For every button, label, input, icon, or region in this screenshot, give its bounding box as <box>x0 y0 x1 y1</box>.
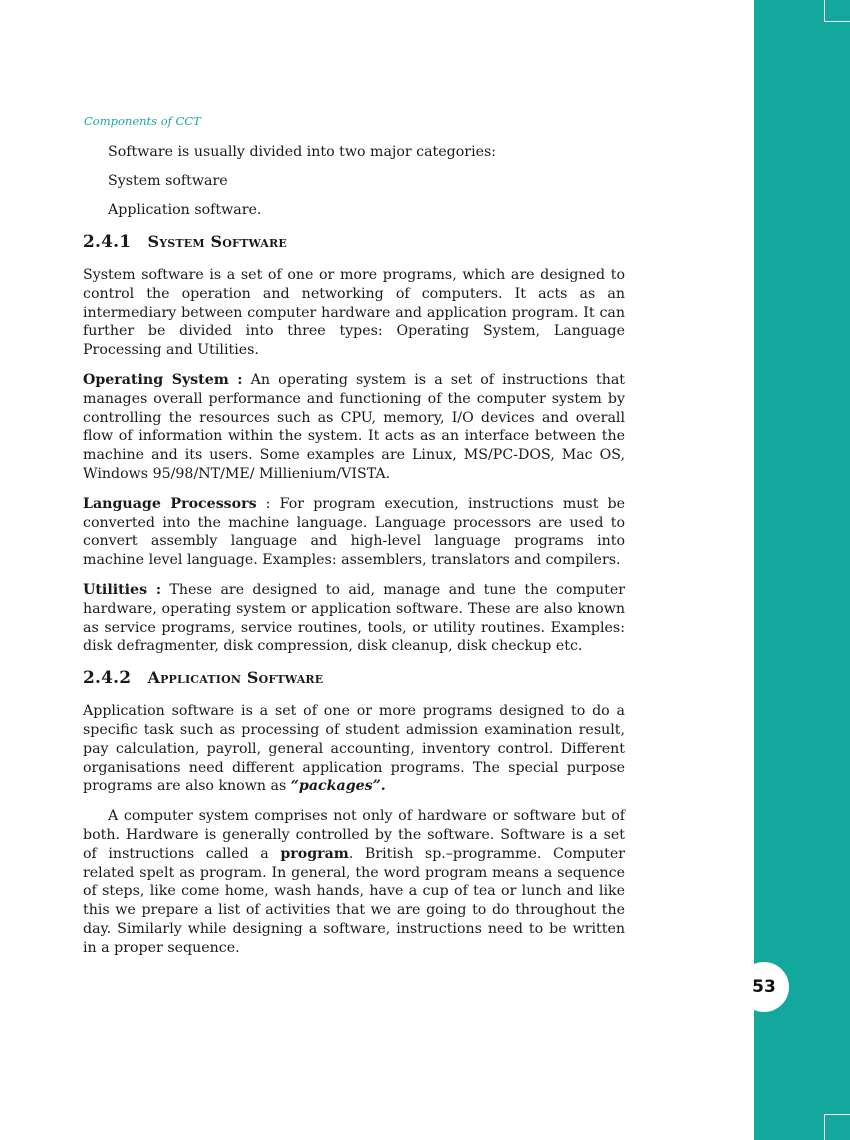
intro-line: System software <box>108 173 228 189</box>
term-language-processors: Language Processors <box>83 495 257 512</box>
page-content <box>83 143 625 969</box>
paragraph <box>83 807 625 957</box>
crop-mark-bottom <box>824 1114 850 1140</box>
section-title: Application Software <box>147 668 324 688</box>
section-heading-application-software <box>83 668 625 688</box>
page-number: 53 <box>739 962 789 1012</box>
intro-line: Software is usually divided into two major categories: <box>108 144 497 160</box>
paragraph-text: . British sp.–programme. Computer related spelt as program. In general, the word program means a sequence of steps, like come home, wash hands, have a cup of tea or lunch and like this we prepare a list of activities that we are going to do throughout the day. Similarly while designing a software, instructions need to be written in a proper sequence. <box>83 845 625 956</box>
intro-line: Application software. <box>108 202 262 218</box>
section-title: System Software <box>147 232 287 251</box>
paragraph: System software is a set of one or more programs, which are designed to control the operation and networking of computers. It acts as an intermediary between computer hardware and application program. It can further be divided into three types: Operating System, Language Processing and Utilities. <box>83 267 625 359</box>
paragraph-text: These are designed to aid, manage and tune the computer hardware, operating system or application software. These are also known as service programs, service routines, tools, or utility routines. Examples: disk defragmenter, disk compression, disk cleanup, disk checkup etc. <box>83 581 626 655</box>
section-heading-system-software <box>83 232 625 252</box>
paragraph-operating-system <box>83 371 625 484</box>
term-packages: “packages”. <box>290 778 386 795</box>
section-number: 2.4.2 <box>83 668 132 689</box>
running-head: Components of CCT <box>84 114 201 128</box>
crop-mark-top <box>824 0 850 22</box>
term-utilities: Utilities : <box>83 581 162 598</box>
paragraph-text: An operating system is a set of instructions that manages overall performance and functioning of the computer system by controlling the resources such as CPU, memory, I/O devices and overall flow of information within the system. It acts as an interface between the machine and its users. Some examples are Linux, MS/PC-DOS, Mac OS, Windows 95/98/NT/ME/ Millienium/VISTA. <box>83 371 626 482</box>
term-operating-system: Operating System : <box>83 371 243 388</box>
paragraph <box>83 702 625 796</box>
term-program: program <box>280 845 349 862</box>
paragraph-text: : For program execution, instructions must be converted into the machine language. Language processors are used to convert assembly language and high-level language programs into machine level language. Examples: assemblers, translators and compilers. <box>83 495 626 569</box>
paragraph-text: Application software is a set of one or more programs designed to do a specific task such as processing of student admission examination result, pay calculation, payroll, general accounting, inventory control. Different organisations need different application programs. The special purpose programs are also known as <box>83 703 625 795</box>
paragraph-text: A computer system comprises not only of hardware or software but of both. Hardware is generally controlled by the software. Software is a set of instructions called a <box>83 808 625 862</box>
paragraph-language-processors <box>83 495 625 570</box>
section-number: 2.4.1 <box>83 232 132 252</box>
paragraph-utilities <box>83 581 625 656</box>
